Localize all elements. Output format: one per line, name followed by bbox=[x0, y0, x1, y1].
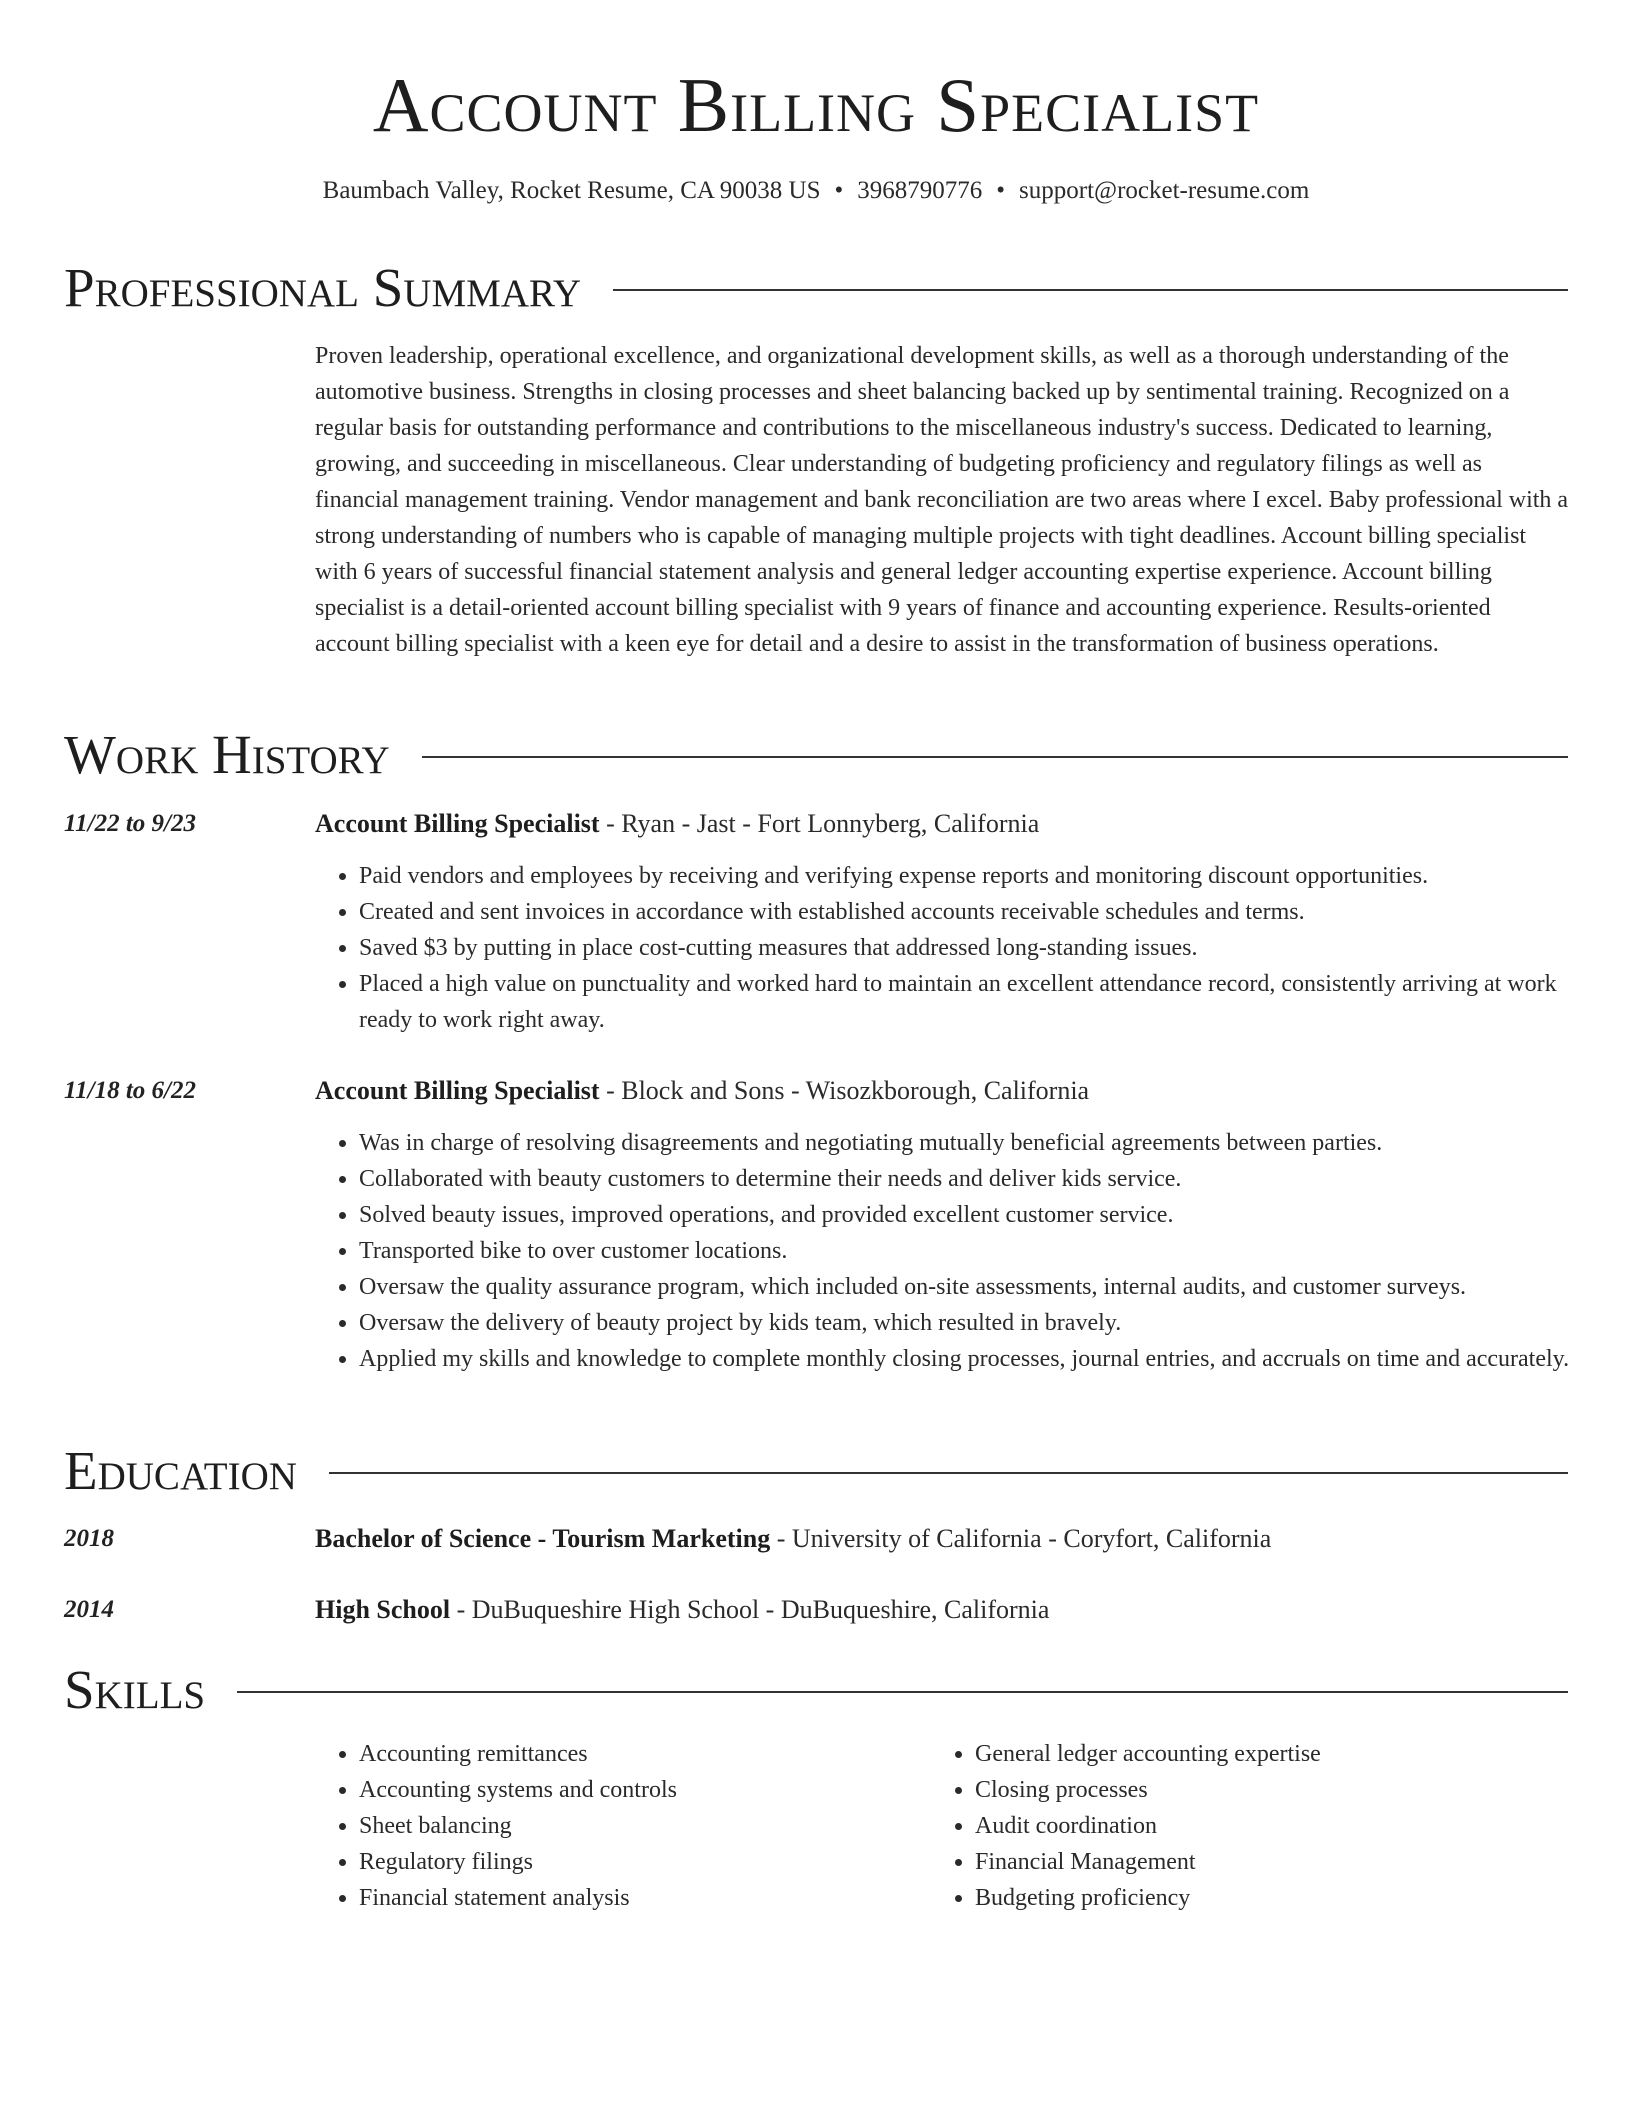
section-divider bbox=[613, 289, 1568, 291]
skill-item: • Regulatory filings bbox=[359, 1844, 919, 1880]
job-dates: 11/22 to 9/23 bbox=[64, 810, 196, 837]
education-degree: Bachelor of Science - Tourism Marketing bbox=[315, 1524, 771, 1553]
section-skills-heading bbox=[64, 1655, 1568, 1725]
section-summary-heading bbox=[64, 253, 1568, 323]
skill-item: • General ledger accounting expertise bbox=[975, 1736, 1595, 1772]
job-bullet: • Solved beauty issues, improved operations, and provided excellent customer service. bbox=[359, 1197, 1570, 1233]
job-bullet: • Oversaw the delivery of beauty project by kids team, which resulted in bravely. bbox=[359, 1305, 1570, 1341]
job-bullet: • Placed a high value on punctuality and worked hard to maintain an excellent attendance record, consistently arriving at work ready to work right away. bbox=[359, 966, 1570, 1038]
job-bullet: • Was in charge of resolving disagreements and negotiating mutually beneficial agreements between parties. bbox=[359, 1125, 1570, 1161]
skill-item: • Accounting remittances bbox=[359, 1736, 919, 1772]
summary-text: Proven leadership, operational excellence, and organizational development skills, as well as a thorough understanding of the automotive business. Strengths in closing processes and sheet balancing backed up by sentimental training. Recognized on a regular basis for outstanding performance and contributions to the miscellaneous industry's success. Dedicated to learning, growing, and succeeding in miscellaneous. Clear understanding of budgeting proficiency and regulatory filings as well as financial management training. Vendor management and bank reconciliation are two areas where I excel. Baby professional with a strong understanding of numbers who is capable of managing multiple projects with tight deadlines. Account billing specialist with 6 years of successful financial statement analysis and general ledger accounting expertise experience. Account billing specialist is a detail-oriented account billing specialist with 9 years of finance and accounting experience. Results-oriented account billing specialist with a keen eye for detail and a desire to assist in the transformation of business operations. bbox=[315, 343, 1569, 657]
contact-line bbox=[0, 174, 1632, 208]
skills-list-right bbox=[931, 1736, 1595, 1916]
contact-separator: • bbox=[834, 177, 844, 204]
education-degree: High School bbox=[315, 1595, 451, 1624]
job-heading bbox=[315, 1073, 1089, 1109]
contact-email: support@rocket-resume.com bbox=[1019, 177, 1310, 204]
section-title: Skills bbox=[64, 1659, 206, 1720]
section-title: Professional Summary bbox=[64, 257, 582, 318]
job-bullet: • Created and sent invoices in accordance with established accounts receivable schedules and terms. bbox=[359, 894, 1570, 930]
job-heading bbox=[315, 806, 1039, 842]
skill-item: • Audit coordination bbox=[975, 1808, 1595, 1844]
job-details: - Ryan - Jast - Fort Lonnyberg, California bbox=[599, 809, 1040, 838]
job-bullet: • Oversaw the quality assurance program, which included on-site assessments, internal audits, and customer surveys. bbox=[359, 1269, 1570, 1305]
education-details: - University of California - Coryfort, California bbox=[770, 1524, 1272, 1553]
section-divider bbox=[329, 1472, 1568, 1474]
job-bullets bbox=[315, 858, 1570, 1038]
education-heading bbox=[315, 1521, 1271, 1557]
job-bullet: • Applied my skills and knowledge to complete monthly closing processes, journal entries, and accruals on time and accurately. bbox=[359, 1341, 1570, 1377]
section-divider bbox=[237, 1691, 1568, 1693]
section-divider bbox=[422, 756, 1568, 758]
job-bullets bbox=[315, 1125, 1570, 1377]
job-dates: 11/18 to 6/22 bbox=[64, 1077, 196, 1104]
section-title: Work History bbox=[64, 724, 390, 785]
education-heading bbox=[315, 1592, 1049, 1628]
contact-address: Baumbach Valley, Rocket Resume, CA 90038 US bbox=[322, 177, 821, 204]
job-bullet: • Saved $3 by putting in place cost-cutting measures that addressed long-standing issues. bbox=[359, 930, 1570, 966]
skill-item: • Budgeting proficiency bbox=[975, 1880, 1595, 1916]
skills-list-left bbox=[315, 1736, 919, 1916]
skill-item: • Financial Management bbox=[975, 1844, 1595, 1880]
section-work-heading bbox=[64, 720, 1568, 790]
education-year: 2014 bbox=[64, 1596, 114, 1623]
education-details: - DuBuqueshire High School - DuBuqueshire, California bbox=[450, 1595, 1050, 1624]
contact-phone: 3968790776 bbox=[857, 177, 983, 204]
job-role: Account Billing Specialist bbox=[315, 809, 600, 838]
skill-item: • Closing processes bbox=[975, 1772, 1595, 1808]
skill-item: • Accounting systems and controls bbox=[359, 1772, 919, 1808]
section-education-heading bbox=[64, 1436, 1568, 1506]
job-role: Account Billing Specialist bbox=[315, 1076, 600, 1105]
resume-name: Account Billing Specialist bbox=[372, 62, 1260, 148]
job-bullet: • Transported bike to over customer locations. bbox=[359, 1233, 1570, 1269]
job-bullet: • Collaborated with beauty customers to determine their needs and deliver kids service. bbox=[359, 1161, 1570, 1197]
job-bullet: • Paid vendors and employees by receiving and verifying expense reports and monitoring discount opportunities. bbox=[359, 858, 1570, 894]
skill-item: • Sheet balancing bbox=[359, 1808, 919, 1844]
education-year: 2018 bbox=[64, 1525, 114, 1552]
skill-item: • Financial statement analysis bbox=[359, 1880, 919, 1916]
contact-separator: • bbox=[996, 177, 1006, 204]
job-details: - Block and Sons - Wisozkborough, California bbox=[599, 1076, 1090, 1105]
section-title: Education bbox=[64, 1440, 297, 1501]
